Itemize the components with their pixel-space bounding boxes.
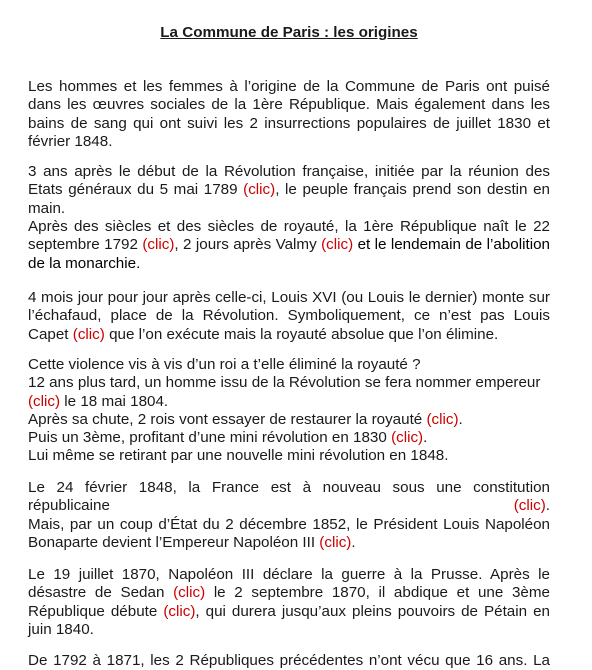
paragraph-first-republic-text: Après des siècles et des siècles de royauté, la 1ère République naît le 22 septembre 1792 <box>28 218 550 254</box>
clic-link-louis-capet[interactable]: (clic) <box>72 325 105 343</box>
third-republic-text: Le 19 juillet 1870, Napoléon III déclare la guerre à la Prusse. Après le désastre de Sedan <box>28 566 550 602</box>
paragraph-first-republic-valmy: , 2 jours après Valmy <box>174 236 317 254</box>
paragraph-republics-duration <box>28 652 550 670</box>
royalty-1830-text: Puis un 3ème, profitant d’une mini révolution en 1830 <box>28 429 387 447</box>
coup-detat-line: Mais, par un coup d’État du 2 décembre 1852, le Président Louis Napoléon Bonaparte devient l’Empereur Napoléon III (clic). <box>28 515 550 551</box>
royalty-emperor-line <box>28 374 550 411</box>
paragraph-origins-text: Les hommes et les femmes à l’origine de la Commune de Paris ont puisé dans les œuvres sociales de la 1ère République. Mais également dans les bains de sang qui ont suivi les 2 insurrections populaires de juillet 1830 et février 1848. <box>28 78 550 150</box>
royalty-restoration-line: Après sa chute, 2 rois vont essayer de restaurer la royauté (clic). <box>28 410 463 428</box>
royalty-1830-line: Puis un 3ème, profitant d’une mini révolution en 1830 (clic). <box>28 429 428 447</box>
paragraph-execution <box>28 289 550 344</box>
coup-detat-text: Mais, par un coup d’État du 2 décembre 1852, le Président Louis Napoléon Bonaparte devient l’Empereur Napoléon III <box>28 515 550 551</box>
paragraph-third-republic <box>28 566 550 639</box>
clic-link-sedan[interactable]: (clic) <box>173 584 206 602</box>
paragraph-second-republic <box>28 479 550 552</box>
royalty-1848-line: Lui même se retirant par une nouvelle mini révolution en 1848. <box>28 447 449 465</box>
paragraph-revolution-text: 3 ans après le début de la Révolution française, initiée par la réunion des Etats généraux du 5 mai 1789 <box>28 163 550 199</box>
clic-link-third-republic[interactable]: (clic) <box>163 602 196 620</box>
paragraph-royalty <box>28 356 550 466</box>
clic-link-first-republic[interactable]: (clic) <box>142 236 175 254</box>
clic-link-emperor[interactable]: (clic) <box>28 392 61 410</box>
paragraph-origins <box>28 78 550 151</box>
royalty-emperor-date: le 18 mai 1804. <box>64 392 169 410</box>
clic-link-valmy[interactable]: (clic) <box>321 236 354 254</box>
paragraph-execution-text: 4 mois jour pour jour après celle-ci, Louis XVI (ou Louis le dernier) monte sur l’échafaud, place de la Révolution. Symboliquement, ce n’est pas Louis Capet <box>28 289 550 343</box>
republics-duration-text: De 1792 à 1871, les 2 Républiques précédentes n’ont vécu que 16 ans. La <box>28 652 550 669</box>
page-title: La Commune de Paris : les origines <box>160 24 418 41</box>
paragraph-first-republic <box>28 218 550 273</box>
royalty-emperor-text: 12 ans plus tard, un homme issu de la Révolution se fera nommer empereur <box>28 374 541 392</box>
clic-link-second-republic[interactable]: (clic) <box>513 497 546 515</box>
paragraph-execution-text-end: que l’on exécute mais la royauté absolue que l’on élimine. <box>109 325 499 343</box>
clic-link-1830[interactable]: (clic) <box>391 429 424 447</box>
clic-link-napoleon-iii[interactable]: (clic) <box>319 533 352 551</box>
third-republic-text-end: , qui durera jusqu’aux pleins pouvoirs de Pétain en juin 1840. <box>28 602 550 638</box>
royalty-restoration-text: Après sa chute, 2 rois vont essayer de restaurer la royauté <box>28 410 423 428</box>
paragraph-revolution <box>28 163 550 218</box>
second-republic-text: Le 24 février 1848, la France est à nouveau sous une constitution républicaine (clic). <box>28 479 550 515</box>
clic-link-restoration[interactable]: (clic) <box>426 410 459 428</box>
second-republic-text-inner: Le 24 février 1848, la France est à nouveau sous une constitution républicaine <box>28 479 550 515</box>
paragraph-first-republic-abolition: et le lendemain de l’abolition de la monarchie. <box>28 236 550 272</box>
second-republic-line <box>28 479 550 516</box>
clic-link-etats-generaux[interactable]: (clic) <box>243 181 276 199</box>
paragraph-revolution-text-end: , le peuple français prend son destin en main. <box>28 181 550 217</box>
third-republic-text-mid: le 2 septembre 1870, il abdique et une 3ème République débute <box>28 584 550 620</box>
royalty-question: Cette violence vis à vis d’un roi a t’elle éliminé la royauté ? <box>28 356 421 373</box>
